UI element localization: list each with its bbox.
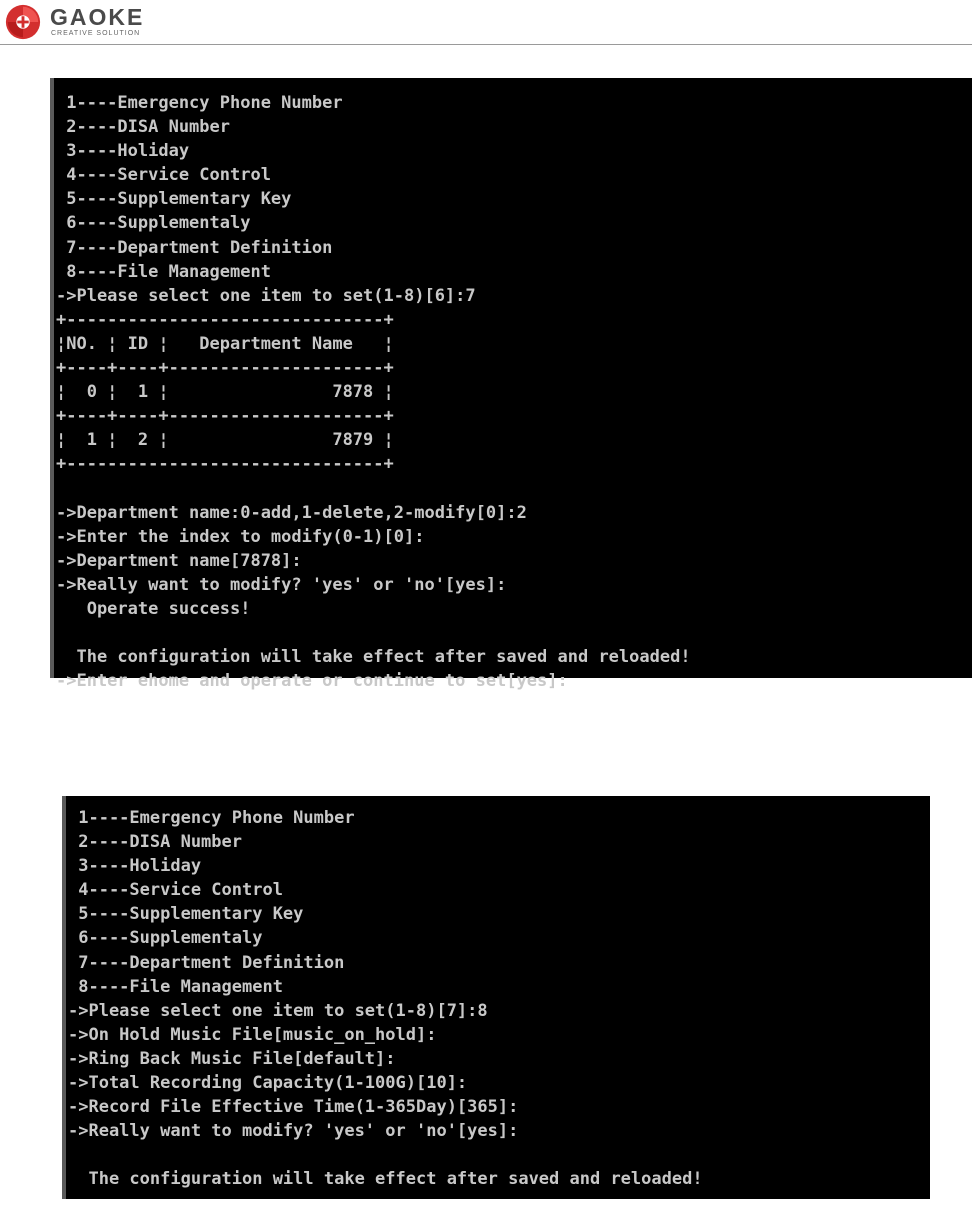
table-border: +----+----+---------------------+ xyxy=(56,358,394,379)
console-prompt-line: ->Total Recording Capacity(1-100G)[10]: xyxy=(68,1073,468,1094)
console-output xyxy=(54,78,972,693)
console-prompt-line: ->Department name[7878]: xyxy=(56,550,302,571)
console-line: 1----Emergency Phone Number xyxy=(68,808,355,828)
console-line xyxy=(66,1192,930,1216)
console-prompt-line: ->Record File Effective Time(1-365Day)[365]: xyxy=(68,1097,519,1118)
table-row: ¦ 0 ¦ 1 ¦ 7878 ¦ xyxy=(56,382,394,403)
status-message: The configuration will take effect after saved and reloaded! xyxy=(56,647,691,668)
console-prompt-line: ->Please select one item to set(1-8)[7]:8 xyxy=(68,1000,488,1021)
console-line xyxy=(66,1143,930,1167)
console-line xyxy=(54,477,972,501)
console-line: 4----Service Control xyxy=(68,880,283,901)
console-line: 3----Holiday xyxy=(56,141,190,162)
console-prompt-line: ->On Hold Music File[music_on_hold]: xyxy=(68,1024,437,1045)
console-line: 3----Holiday xyxy=(68,856,202,877)
console-prompt-line: ->Ring Back Music File[default]: xyxy=(68,1048,396,1069)
console-screenshot-file-management xyxy=(62,796,930,1199)
console-line: 1----Emergency Phone Number xyxy=(56,93,343,113)
header-divider xyxy=(0,44,972,45)
console-prompt-line: ->Really want to modify? 'yes' or 'no'[yes]: xyxy=(56,574,507,595)
table-border: +-------------------------------+ xyxy=(56,454,394,475)
table-row: ¦ 1 ¦ 2 ¦ 7879 ¦ xyxy=(56,430,394,451)
console-prompt-line: ->Enter ehome and operate or continue to set[yes]: xyxy=(56,671,568,692)
brand-name: GAOKE xyxy=(50,4,145,30)
console-prompt-line: ->Please select one item to set(1-8)[6]:7 xyxy=(56,285,476,306)
console-line xyxy=(54,621,972,645)
brand-tagline: CREATIVE SOLUTION xyxy=(51,30,141,37)
page-header xyxy=(0,0,972,46)
table-border: +-------------------------------+ xyxy=(56,309,394,330)
status-message: The configuration will take effect after saved and reloaded! xyxy=(68,1169,703,1190)
console-line: 4----Service Control xyxy=(56,165,271,186)
console-prompt-line: ->Enter the index to modify(0-1)[0]: xyxy=(56,526,425,547)
console-line: 7----Department Definition xyxy=(56,237,333,258)
table-border: +----+----+---------------------+ xyxy=(56,406,394,427)
status-message: Operate success! xyxy=(56,598,251,619)
console-line: 2----DISA Number xyxy=(68,832,242,853)
console-line: 6----Supplementaly xyxy=(56,213,251,234)
console-line: 5----Supplementary Key xyxy=(68,904,304,925)
console-line: 8----File Management xyxy=(68,976,283,997)
console-screenshot-department xyxy=(50,78,972,692)
console-line: 8----File Management xyxy=(56,261,271,282)
console-line: 2----DISA Number xyxy=(56,117,230,138)
table-header: ¦NO. ¦ ID ¦ Department Name ¦ xyxy=(56,333,394,354)
console-prompt-line: ->Really want to modify? 'yes' or 'no'[yes]: xyxy=(68,1121,519,1142)
console-line: 7----Department Definition xyxy=(68,952,345,973)
console-prompt-line: ->Department name:0-add,1-delete,2-modify[0]:2 xyxy=(56,502,527,523)
console-line: 6----Supplementaly xyxy=(68,928,263,949)
console-line: 5----Supplementary Key xyxy=(56,189,292,210)
gaoke-logo-icon xyxy=(4,3,42,41)
console-output xyxy=(66,796,930,1216)
